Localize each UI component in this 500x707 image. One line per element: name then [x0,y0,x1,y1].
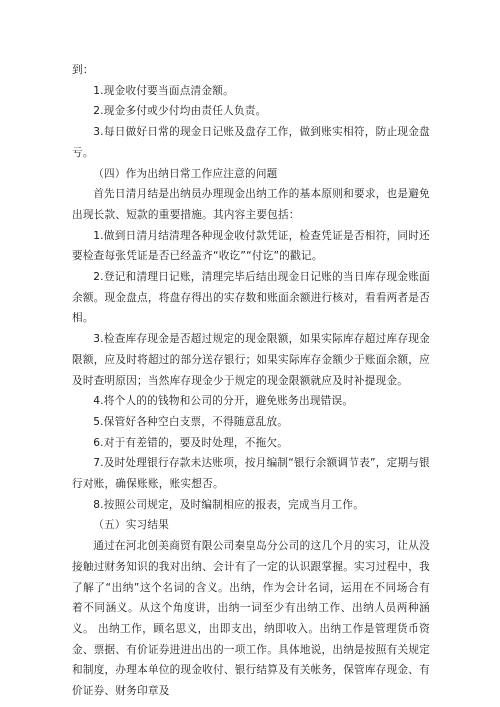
list-item-1: 1.现金收付要当面点清金额。 [93,84,234,97]
paragraph-intro: 首先日清月结是出纳员办理现金出纳工作的基本原则和要求，也是避免出现长款、短款的重要措施。其内容主要包括： [72,188,430,221]
list-item-7: 7.及时处理银行存款未达账项，按月编制“银行余额调节表”，定期与银行对账，确保账账，账实想否。 [72,457,430,491]
list-item-2: 2.现金多付或少付均由责任人负责。 [93,105,267,118]
list-item-3: 3.检查库存现金是否超过规定的现金限额，如果实际库存超过库存现金限额，应及时将超过的部分送存银行；如果实际库存金额少于账面余额，应及时查明原因；当然库存现金少于规定的现金限额就应及时补提现金。 [72,333,430,387]
list-item-8: 8.按照公司规定，及时编制相应的报表，完成当月工作。 [93,498,365,511]
section-heading-4: （四）作为出纳日常工作应注意的问题 [93,167,278,180]
list-item-6: 6.对于有差错的，要及时处理，不拖欠。 [93,436,289,449]
section-heading-5: （五）实习结果 [93,519,170,532]
list-item-2: 2.登记和清理日记账，清理完毕后结出现金日记账的当日库存现金账面余额。现金盘点，将盘存得出的实存数和账面余额进行核对，看看两者是否相。 [72,271,430,325]
list-item-1: 1.做到日清月结清理各种现金收付款凭证，检查凭证是否相符，同时还要检查每张凭证是否已经盖齐“收讫”“付讫”的戳记。 [72,229,430,263]
document-body [72,60,430,702]
paragraph-continuation: 到： [72,64,94,76]
list-item-3: 3.每日做好日常的现金日记账及盘存工作，做到账实相符，防止现金盘亏。 [72,126,430,159]
list-item-4: 4.将个人的的钱物和公司的分开，避免账务出现错误。 [93,395,354,408]
list-item-5: 5.保管好各种空白支票，不得随意乱放。 [93,415,289,428]
paragraph-results: 通过在河北创美商贸有限公司秦皇岛分公司的这几个月的实习，让从没接触过财务知识的我对出纳、会计有了一定的认识跟掌握。实习过程中，我了解了“出纳”这个名词的含义。出纳，作为会计名词，运用在不同场合有着不同涵义。从这个角度讲，出纳一词至少有出纳工作、出纳人员两种涵义。 出纳工作，顾名思义，出即支出，纳即收入。出纳工作是管理货币资金、票据、有价证券进进出出的一项工作。具体地说，出纳是按照有关规定和制度，办理本单位的现金收付、银行结算及有关帐务，保管库存现金、有价证券、财务印章及 [72,540,430,698]
